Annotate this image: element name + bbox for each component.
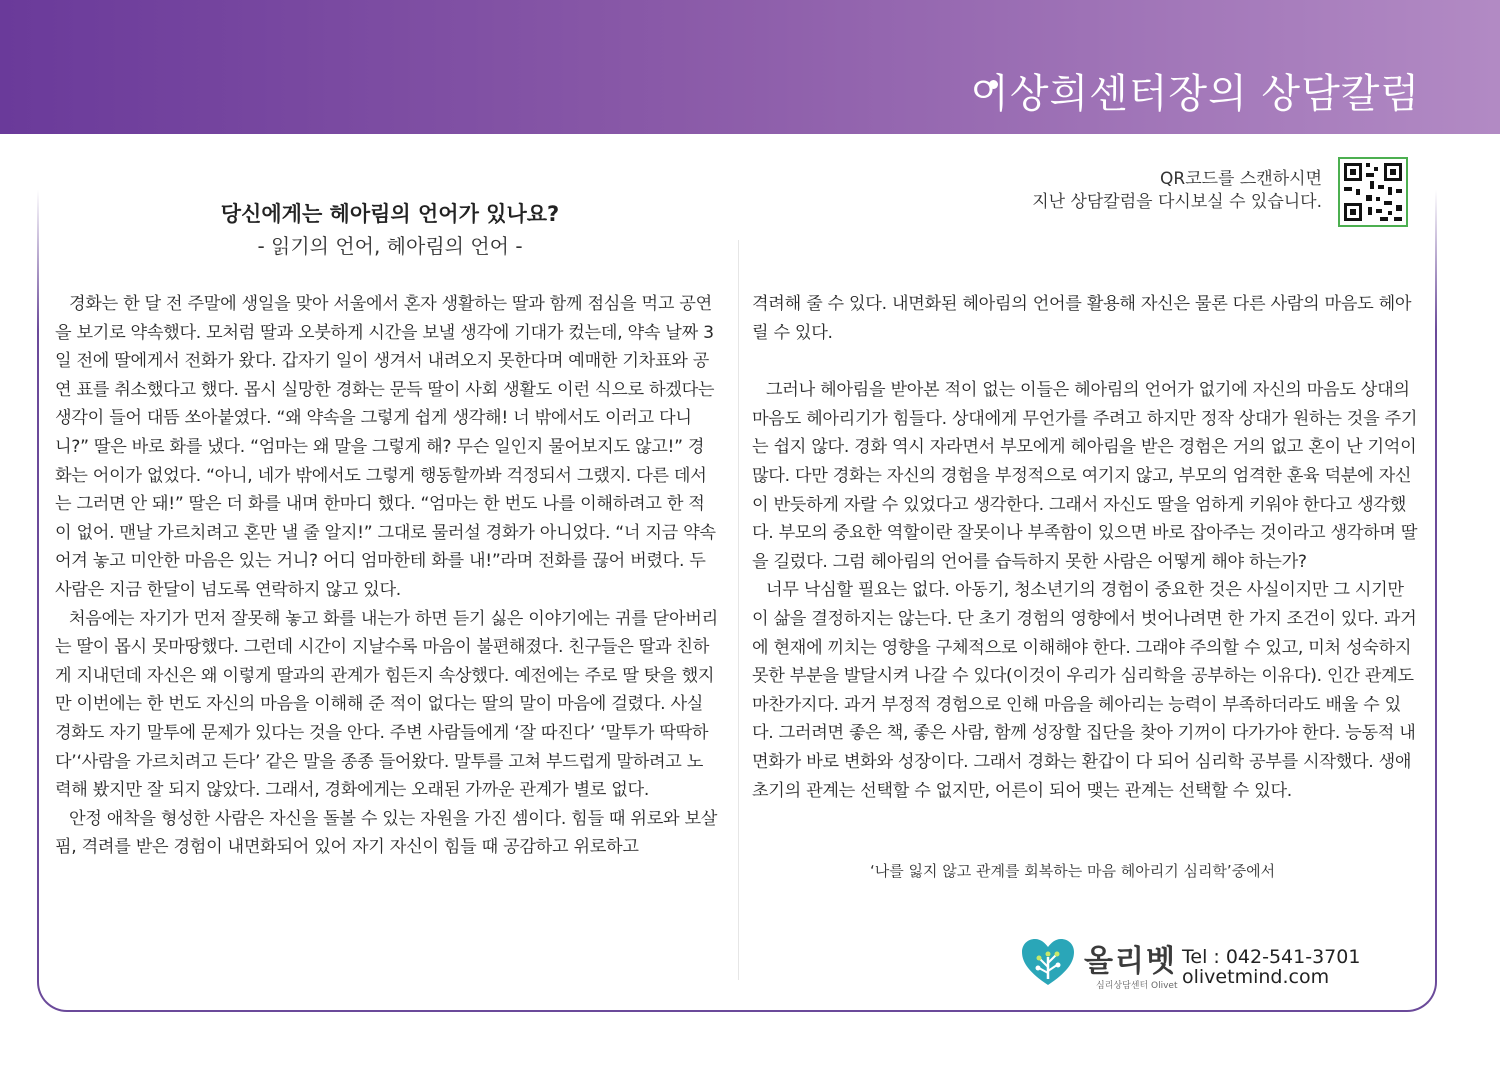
column-title: 이상희센터장의 상담칼럼 <box>970 71 1420 117</box>
frame-fade <box>1433 190 1439 330</box>
contact-phone: Tel : 042-541-3701 <box>1182 946 1361 968</box>
article-subtitle: - 읽기의 언어, 헤아림의 언어 - <box>257 234 523 258</box>
paragraph: 처음에는 자기가 먼저 잘못해 놓고 화를 내는가 하면 듣기 싫은 이야기에는 귀를 닫아버리는 딸이 몹시 못마땅했다. 그런데 시간이 지날수록 마음이 불편해졌다. 친구들은 딸과 친하게 지내던데 자신은 왜 이렇게 딸과의 관계가 힘든지 속상했다. 예전에는 주로 딸 탓을 했지만 이번에는 한 번도 자신의 마음을 이해해 준 적이 없다는 딸의 말이 마음에 걸렸다. 사실 경화도 자기 말투에 문제가 있다는 것을 안다. 주변 사람들에게 ‘잘 따진다’ ‘말투가 딱딱하다’‘사람을 가르치려고 든다’ 같은 말을 종종 들어왔다. 말투를 고쳐 부드럽게 말하려고 노력해 봤지만 잘 되지 않았다. 그래서, 경화에게는 오래된 가까운 관계가 별로 없다. <box>55 608 718 801</box>
qr-caption <box>1032 168 1322 214</box>
qr-caption-line: QR코드를 스캔하시면 <box>1160 169 1322 189</box>
logo-subtitle: 심리상담센터 Olivet <box>1096 981 1178 991</box>
article-left-column <box>55 290 719 862</box>
qr-code-icon[interactable] <box>1338 157 1408 227</box>
paragraph: 그러나 헤아림을 받아본 적이 없는 이들은 헤아림의 언어가 없기에 자신의 마음도 상대의 마음도 헤아리기가 힘들다. 상대에게 무언가를 주려고 하지만 정작 상대가 원하는 것을 주기는 쉽지 않다. 경화 역시 자라면서 부모에게 헤아림을 받은 경험은 거의 없고 혼이 난 기억이 많다. 다만 경화는 자신의 경험을 부정적으로 여기지 않고, 부모의 엄격한 훈육 덕분에 자신이 반듯하게 자랄 수 있었다고 생각한다. 그래서 자신도 딸을 엄하게 키워야 한다고 생각했다. 부모의 중요한 역할이란 잘못이나 부족함이 있으면 바로 잡아주는 것이라고 생각하며 딸을 길렀다. 그럼 헤아림의 언어를 습득하지 못한 사람은 어떻게 해야 하는가? <box>752 380 1418 572</box>
article-title: 당신에게는 헤아림의 언어가 있나요? <box>220 202 560 226</box>
website-link[interactable]: olivetmind.com <box>1182 966 1330 988</box>
paragraph-gap <box>752 347 1420 376</box>
qr-caption-line: 지난 상담칼럼을 다시보실 수 있습니다. <box>1032 192 1322 212</box>
paragraph: 격려해 줄 수 있다. 내면화된 헤아림의 언어를 활용해 자신은 물론 다른 사람의 마음도 헤아릴 수 있다. <box>752 294 1412 343</box>
qr-code-graphic <box>1340 159 1406 225</box>
column-divider <box>738 240 739 980</box>
logo-name: 올리벳 <box>1084 944 1177 979</box>
paragraph: 경화는 한 달 전 주말에 생일을 맞아 서울에서 혼자 생활하는 딸과 함께 점심을 먹고 공연을 보기로 약속했다. 모처럼 딸과 오붓하게 시간을 보낼 생각에 기대가 컸는데, 약속 날짜 3일 전에 딸에게서 전화가 왔다. 갑자기 일이 생겨서 내려오지 못한다며 예매한 기차표와 공연 표를 취소했다고 했다. 몹시 실망한 경화는 문득 딸이 사회 생활도 이런 식으로 하겠다는 생각이 들어 대뜸 쏘아붙였다. “왜 약속을 그렇게 쉽게 생각해! 너 밖에서도 이러고 다니니?” 딸은 바로 화를 냈다. “엄마는 왜 말을 그렇게 해? 무슨 일인지 물어보지도 않고!” 경화는 어이가 없었다. “아니, 네가 밖에서도 그렇게 행동할까봐 걱정되서 그랬지. 다른 데서는 그러면 안 돼!” 딸은 더 화를 내며 한마디 했다. “엄마는 한 번도 나를 이해하려고 한 적이 없어. 맨날 가르치려고 혼만 낼 줄 알지!” 그대로 물러설 경화가 아니었다. “너 지금 약속 어겨 놓고 미안한 마음은 있는 거니? 어디 엄마한테 화를 내!”라며 전화를 끊어 버렸다. 두 사람은 지금 한달이 넘도록 연락하지 않고 있다. <box>55 294 716 600</box>
paragraph: 안정 애착을 형성한 사람은 자신을 돌볼 수 있는 자원을 가진 셈이다. 힘들 때 위로와 보살핌, 격려를 받은 경험이 내면화되어 있어 자기 자신이 힘들 때 공감하고 위로하고 <box>55 808 718 858</box>
paragraph: 너무 낙심할 필요는 없다. 아동기, 청소년기의 경험이 중요한 것은 사실이지만 그 시기만이 삶을 결정하지는 않는다. 단 초기 경험의 영향에서 벗어나려면 한 가지 조건이 있다. 과거에 현재에 끼치는 영향을 구체적으로 이해해야 한다. 그래야 주의할 수 있고, 미처 성숙하지 못한 부분을 발달시켜 나갈 수 있다(이것이 우리가 심리학을 공부하는 이유다). 인간 관계도 마찬가지다. 과거 부정적 경험으로 인해 마음을 헤아리는 능력이 부족하더라도 배울 수 있다. 그러려면 좋은 책, 좋은 사람, 함께 성장할 집단을 찾아 기꺼이 다가가야 한다. 능동적 내면화가 바로 변화와 성장이다. 그래서 경화는 환갑이 다 되어 심리학 공부를 시작했다. 생애 초기의 관계는 선택할 수 없지만, 어른이 되어 맺는 관계는 선택할 수 있다. <box>752 580 1417 801</box>
article-right-column <box>752 290 1420 805</box>
source-citation: ‘나를 잃지 않고 관계를 회복하는 마음 헤아리기 심리학’중에서 <box>870 862 1276 880</box>
olivet-logo-icon <box>1020 937 1076 987</box>
header-banner <box>0 0 1500 134</box>
